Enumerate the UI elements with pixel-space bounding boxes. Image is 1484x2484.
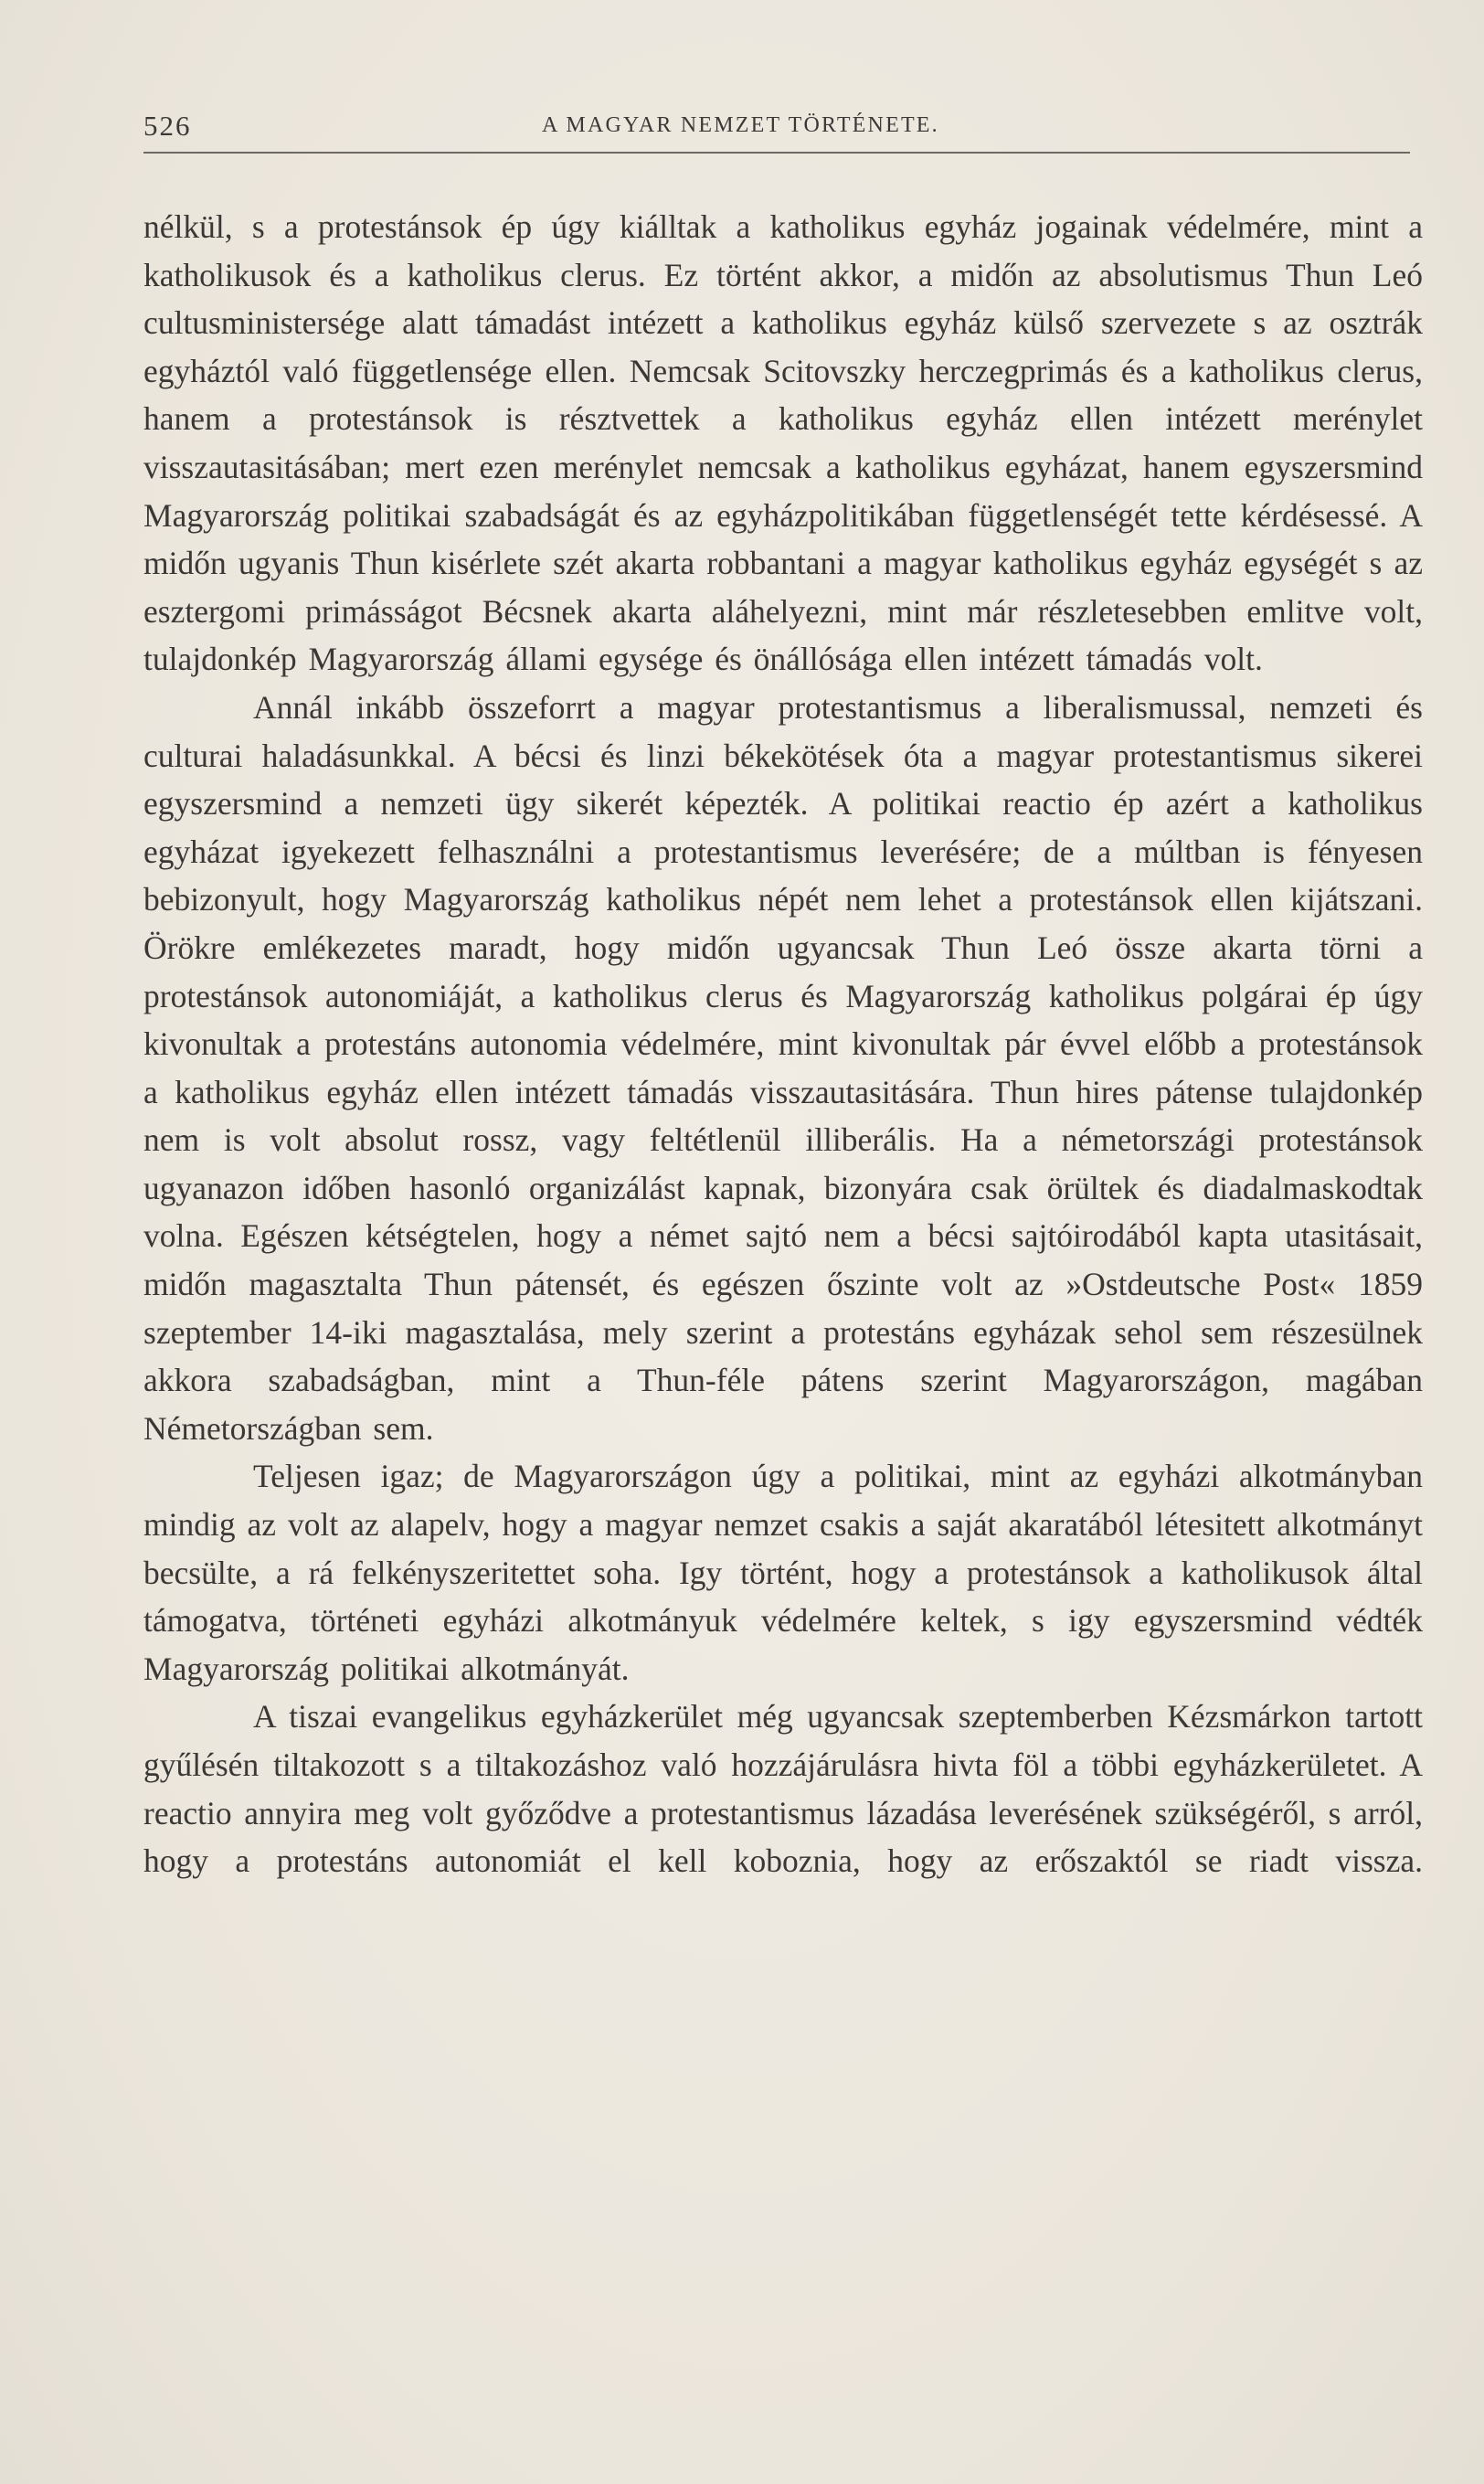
body-text: [143, 203, 1423, 1885]
running-head: [143, 102, 1410, 148]
header-rule: [143, 152, 1410, 154]
paragraph-tisza-district: A tiszai evangelikus egyházkerület még ugyancsak szeptemberben Kézsmárkon tartott gyűlésén tiltakozott s a tiltakozáshoz való hozzájárulásra hivta föl a többi egyházkerületet. A reactio annyira meg volt győződve a protestantismus lázadása leverésének szükségéről, s arról, hogy a protestáns autonomiát el kell koboznia, hogy az erőszaktól se riadt vissza.: [143, 1698, 1423, 1880]
paragraph-constitution: Teljesen igaz; de Magyarországon úgy a politikai, mint az egyházi alkotmányban mindig az volt az alapelv, hogy a magyar nemzet csakis a saját akaratából létesitett alkotmányt becsülte, a rá felkényszeritettet soha. Igy történt, hogy a protestánsok a katholikusok által támogatva, történeti egyházi alkotmányuk védelmére keltek, s igy egyszersmind védték Magyarország politikai alkotmányát.: [143, 1458, 1423, 1687]
paragraph-continuation: nélkül, s a protestánsok ép úgy kiálltak a katholikus egyház jogainak védelmére, mint a katholikusok és a katholikus clerus. Ez történt akkor, a midőn az absolutismus Thun Leó cultusministersége alatt támadást intézett a katholikus egyház külső szervezete s az osztrák egyháztól való függetlensége ellen. Nemcsak Scitovszky herczegprimás és a katholikus clerus, hanem a protestánsok is résztvettek a katholikus egyház ellen intézett merénylet visszautasitásában; mert ezen merénylet nemcsak a katholikus egyházat, hanem egyszersmind Magyarország politikai szabadságát és az egyházpolitikában függetlenségét tette kérdésessé. A midőn ugyanis Thun kisérlete szét akarta robbantani a magyar katholikus egyház egységét s az esztergomi primásságot Bécsnek akarta aláhelyezni, mint már részletesebben emlitve volt, tulajdonkép Magyarország állami egysége és önállósága ellen intézett támadás volt.: [143, 208, 1423, 678]
page-number: 526: [143, 110, 192, 142]
paragraph-protestantism: Annál inkább összeforrt a magyar protestantismus a liberalismussal, nemzeti és culturai haladásunkkal. A bécsi és linzi békekötések óta a magyar protestantismus sikerei egyszersmind a nemzeti ügy sikerét képezték. A politikai reactio ép azért a katholikus egyházat igyekezett felhasználni a protestantismus leverésére; de a múltban is fényesen bebizonyult, hogy Magyarország katholikus népét nem lehet a protestánsok ellen kijátszani. Örökre emlékezetes maradt, hogy midőn ugyancsak Thun Leó össze akarta törni a protestánsok autonomiáját, a katholikus clerus és Magyarország katholikus polgárai ép úgy kivonultak a protestáns autonomia védelmére, mint kivonultak pár évvel előbb a protestánsok a katholikus egyház ellen intézett támadás visszautasitására. Thun hires pátense tulajdonkép nem is volt absolut rossz, vagy feltétlenül illiberális. Ha a németországi protestánsok ugyanazon időben hasonló organizálást kapnak, bizonyára csak örültek és diadalmaskodtak volna. Egészen kétségtelen, hogy a német sajtó nem a bécsi sajtóirodából kapta utasitásait, midőn magasztalta Thun pátensét, és egészen őszinte volt az »Ostdeutsche Post« 1859 szeptember 14-iki magasztalása, mely szerint a protestáns egyházak sehol sem részesülnek akkora szabadságban, mint a Thun-féle pátens szerint Magyarországon, magában Németországban sem.: [143, 688, 1423, 1447]
running-title: A MAGYAR NEMZET TÖRTÉNETE.: [542, 113, 939, 137]
